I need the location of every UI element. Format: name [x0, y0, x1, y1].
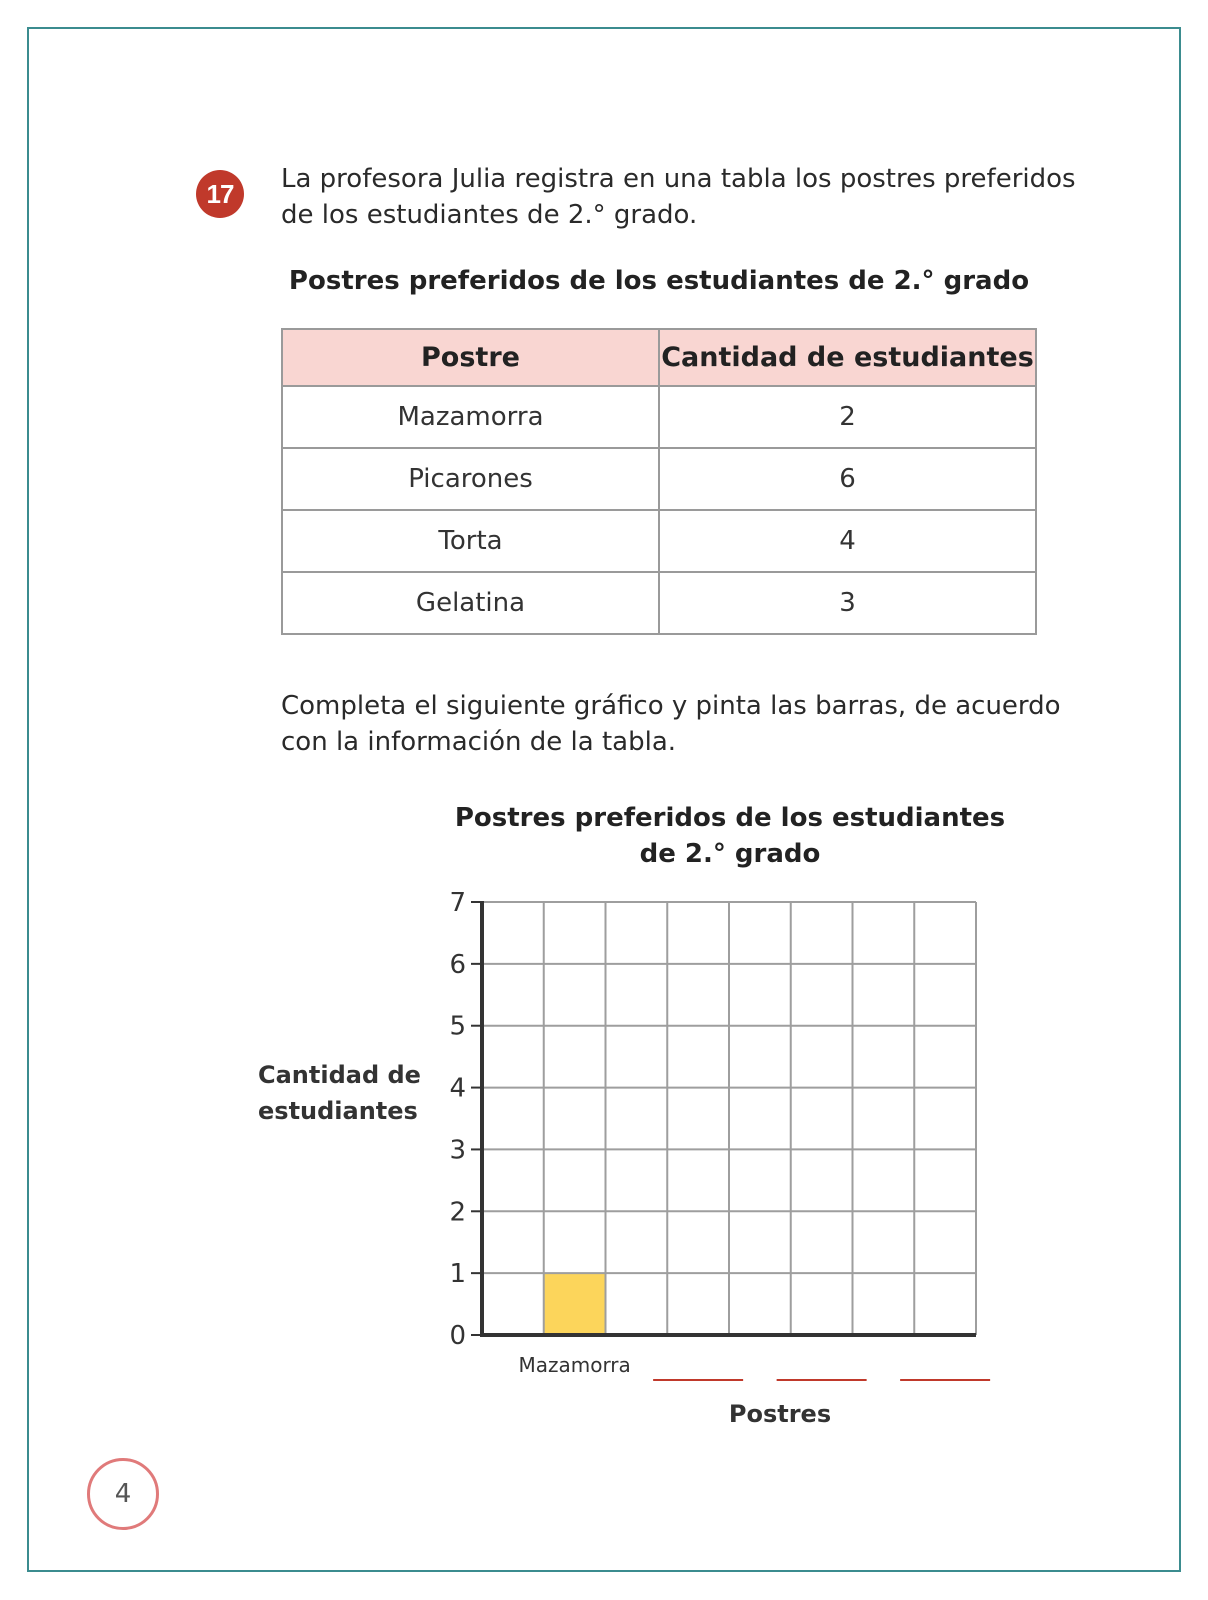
- bar-mazamorra: [544, 1273, 606, 1335]
- question-number-badge: 17: [196, 170, 244, 218]
- page-number: 4: [87, 1458, 159, 1530]
- y-tick-label: 6: [449, 949, 466, 980]
- y-tick-label: 4: [449, 1073, 466, 1104]
- y-tick-label: 7: [449, 888, 466, 918]
- header-cantidad: Cantidad de estudiantes: [659, 329, 1036, 386]
- chart-title-line2: de 2.° grado: [639, 839, 821, 869]
- x-axis-label: Postres: [728, 1400, 832, 1428]
- cell-postre: Mazamorra: [282, 386, 659, 448]
- y-tick-label: 5: [449, 1011, 466, 1042]
- y-axis-label-line1: Cantidad de: [258, 1061, 421, 1089]
- y-axis-label-line2: estudiantes: [258, 1097, 418, 1125]
- cell-cantidad: 2: [659, 386, 1036, 448]
- cell-postre: Picarones: [282, 448, 659, 510]
- y-tick-label: 3: [449, 1135, 466, 1166]
- cell-postre: Torta: [282, 510, 659, 572]
- question-text-line1: La profesora Julia registra en una tabla los postres preferidos: [281, 164, 1076, 194]
- instruction-line2: con la información de la tabla.: [281, 727, 677, 757]
- cell-postre: Gelatina: [282, 572, 659, 634]
- question-text-line2: de los estudiantes de 2.° grado.: [281, 200, 698, 230]
- y-tick-label: 2: [449, 1197, 466, 1228]
- header-postre: Postre: [282, 329, 659, 386]
- instruction-line1: Completa el siguiente gráfico y pinta las barras, de acuerdo: [281, 691, 1061, 721]
- y-tick-label: 0: [449, 1321, 466, 1351]
- y-tick-label: 1: [449, 1259, 466, 1290]
- cell-cantidad: 3: [659, 572, 1036, 634]
- cell-cantidad: 4: [659, 510, 1036, 572]
- x-category-label: Mazamorra: [518, 1353, 631, 1377]
- chart-title-line1: Postres preferidos de los estudiantes: [454, 803, 1006, 833]
- table-title: Postres preferidos de los estudiantes de 2.° grado: [288, 266, 1030, 296]
- cell-cantidad: 6: [659, 448, 1036, 510]
